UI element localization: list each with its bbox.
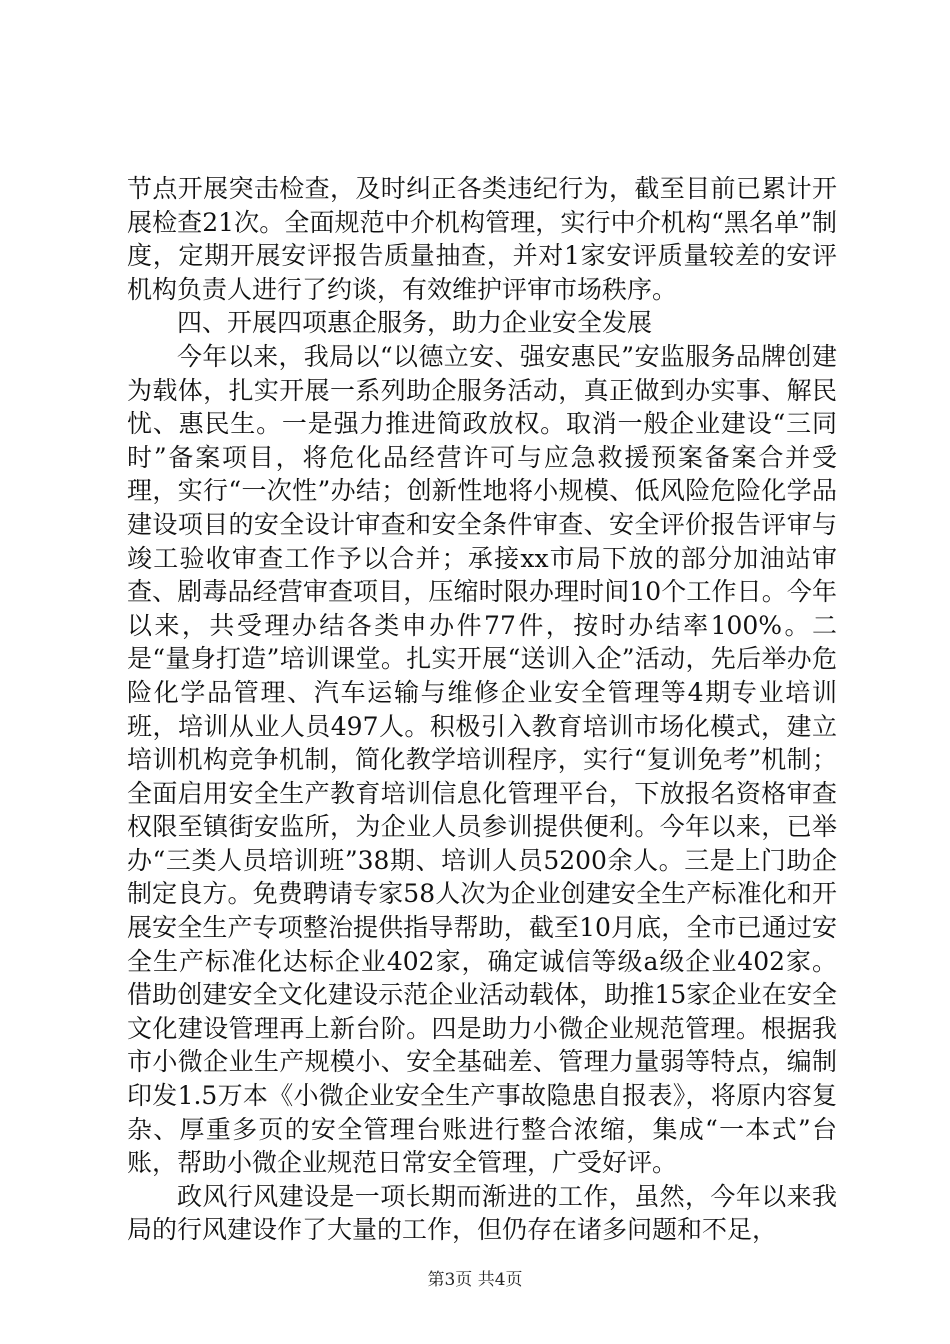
document-body (127, 172, 837, 1247)
paragraph-conclusion: 政风行风建设是一项长期而渐进的工作，虽然，今年以来我局的行风建设作了大量的工作，但仍存在诸多问题和不足， (127, 1181, 837, 1245)
paragraph-services: 今年以来，我局以“以德立安、强安惠民”安监服务品牌创建为载体，扎实开展一系列助企服务活动，真正做到办实事、解民忧、惠民生。一是强力推进简政放权。取消一般企业建设“三同时”备案项目，将危化品经营许可与应急救援预案备案合并受理，实行“一次性”办结；创新性地将小规模、低风险危险化学品建设项目的安全设计审查和安全条件审查、安全评价报告评审与竣工验收审查工作予以合并；承接xx市局下放的部分加油站审查、剧毒品经营审查项目，压缩时限办理时间10个工作日。今年以来，共受理办结各类申办件77件，按时办结率100%。二是“量身打造”培训课堂。扎实开展“送训入企”活动，先后举办危险化学品管理、汽车运输与维修企业安全管理等4期专业培训班，培训从业人员497人。积极引入教育培训市场化模式，建立培训机构竞争机制，简化教学培训程序，实行“复训免考”机制；全面启用安全生产教育培训信息化管理平台，下放报名资格审查权限至镇街安监所，为企业人员参训提供便利。今年以来，已举办“三类人员培训班”38期、培训人员5200余人。三是上门助企制定良方。免费聘请专家58人次为企业创建安全生产标准化和开展安全生产专项整治提供指导帮助，截至10月底，全市已通过安全生产标准化达标企业402家，确定诚信等级a级企业402家。借助创建安全文化建设示范企业活动载体，助推15家企业在安全文化建设管理再上新台阶。四是助力小微企业规范管理。根据我市小微企业生产规模小、安全基础差、管理力量弱等特点，编制印发1.5万本《小微企业安全生产事故隐患自报表》，将原内容复杂、厚重多页的安全管理台账进行整合浓缩，集成“一本式”台账，帮助小微企业规范日常安全管理，广受好评。 (127, 341, 837, 1178)
section-heading: 四、开展四项惠企服务，助力企业安全发展 (177, 308, 653, 338)
page-footer: 第3页 共4页 (427, 1270, 523, 1290)
paragraph-continuation: 节点开展突击检查，及时纠正各类违纪行为，截至目前已累计开展检查21次。全面规范中介机构管理，实行中介机构“黑名单”制度，定期开展安评报告质量抽查，并对1家安评质量较差的安评机构负责人进行了约谈，有效维护评审市场秩序。 (127, 174, 837, 304)
